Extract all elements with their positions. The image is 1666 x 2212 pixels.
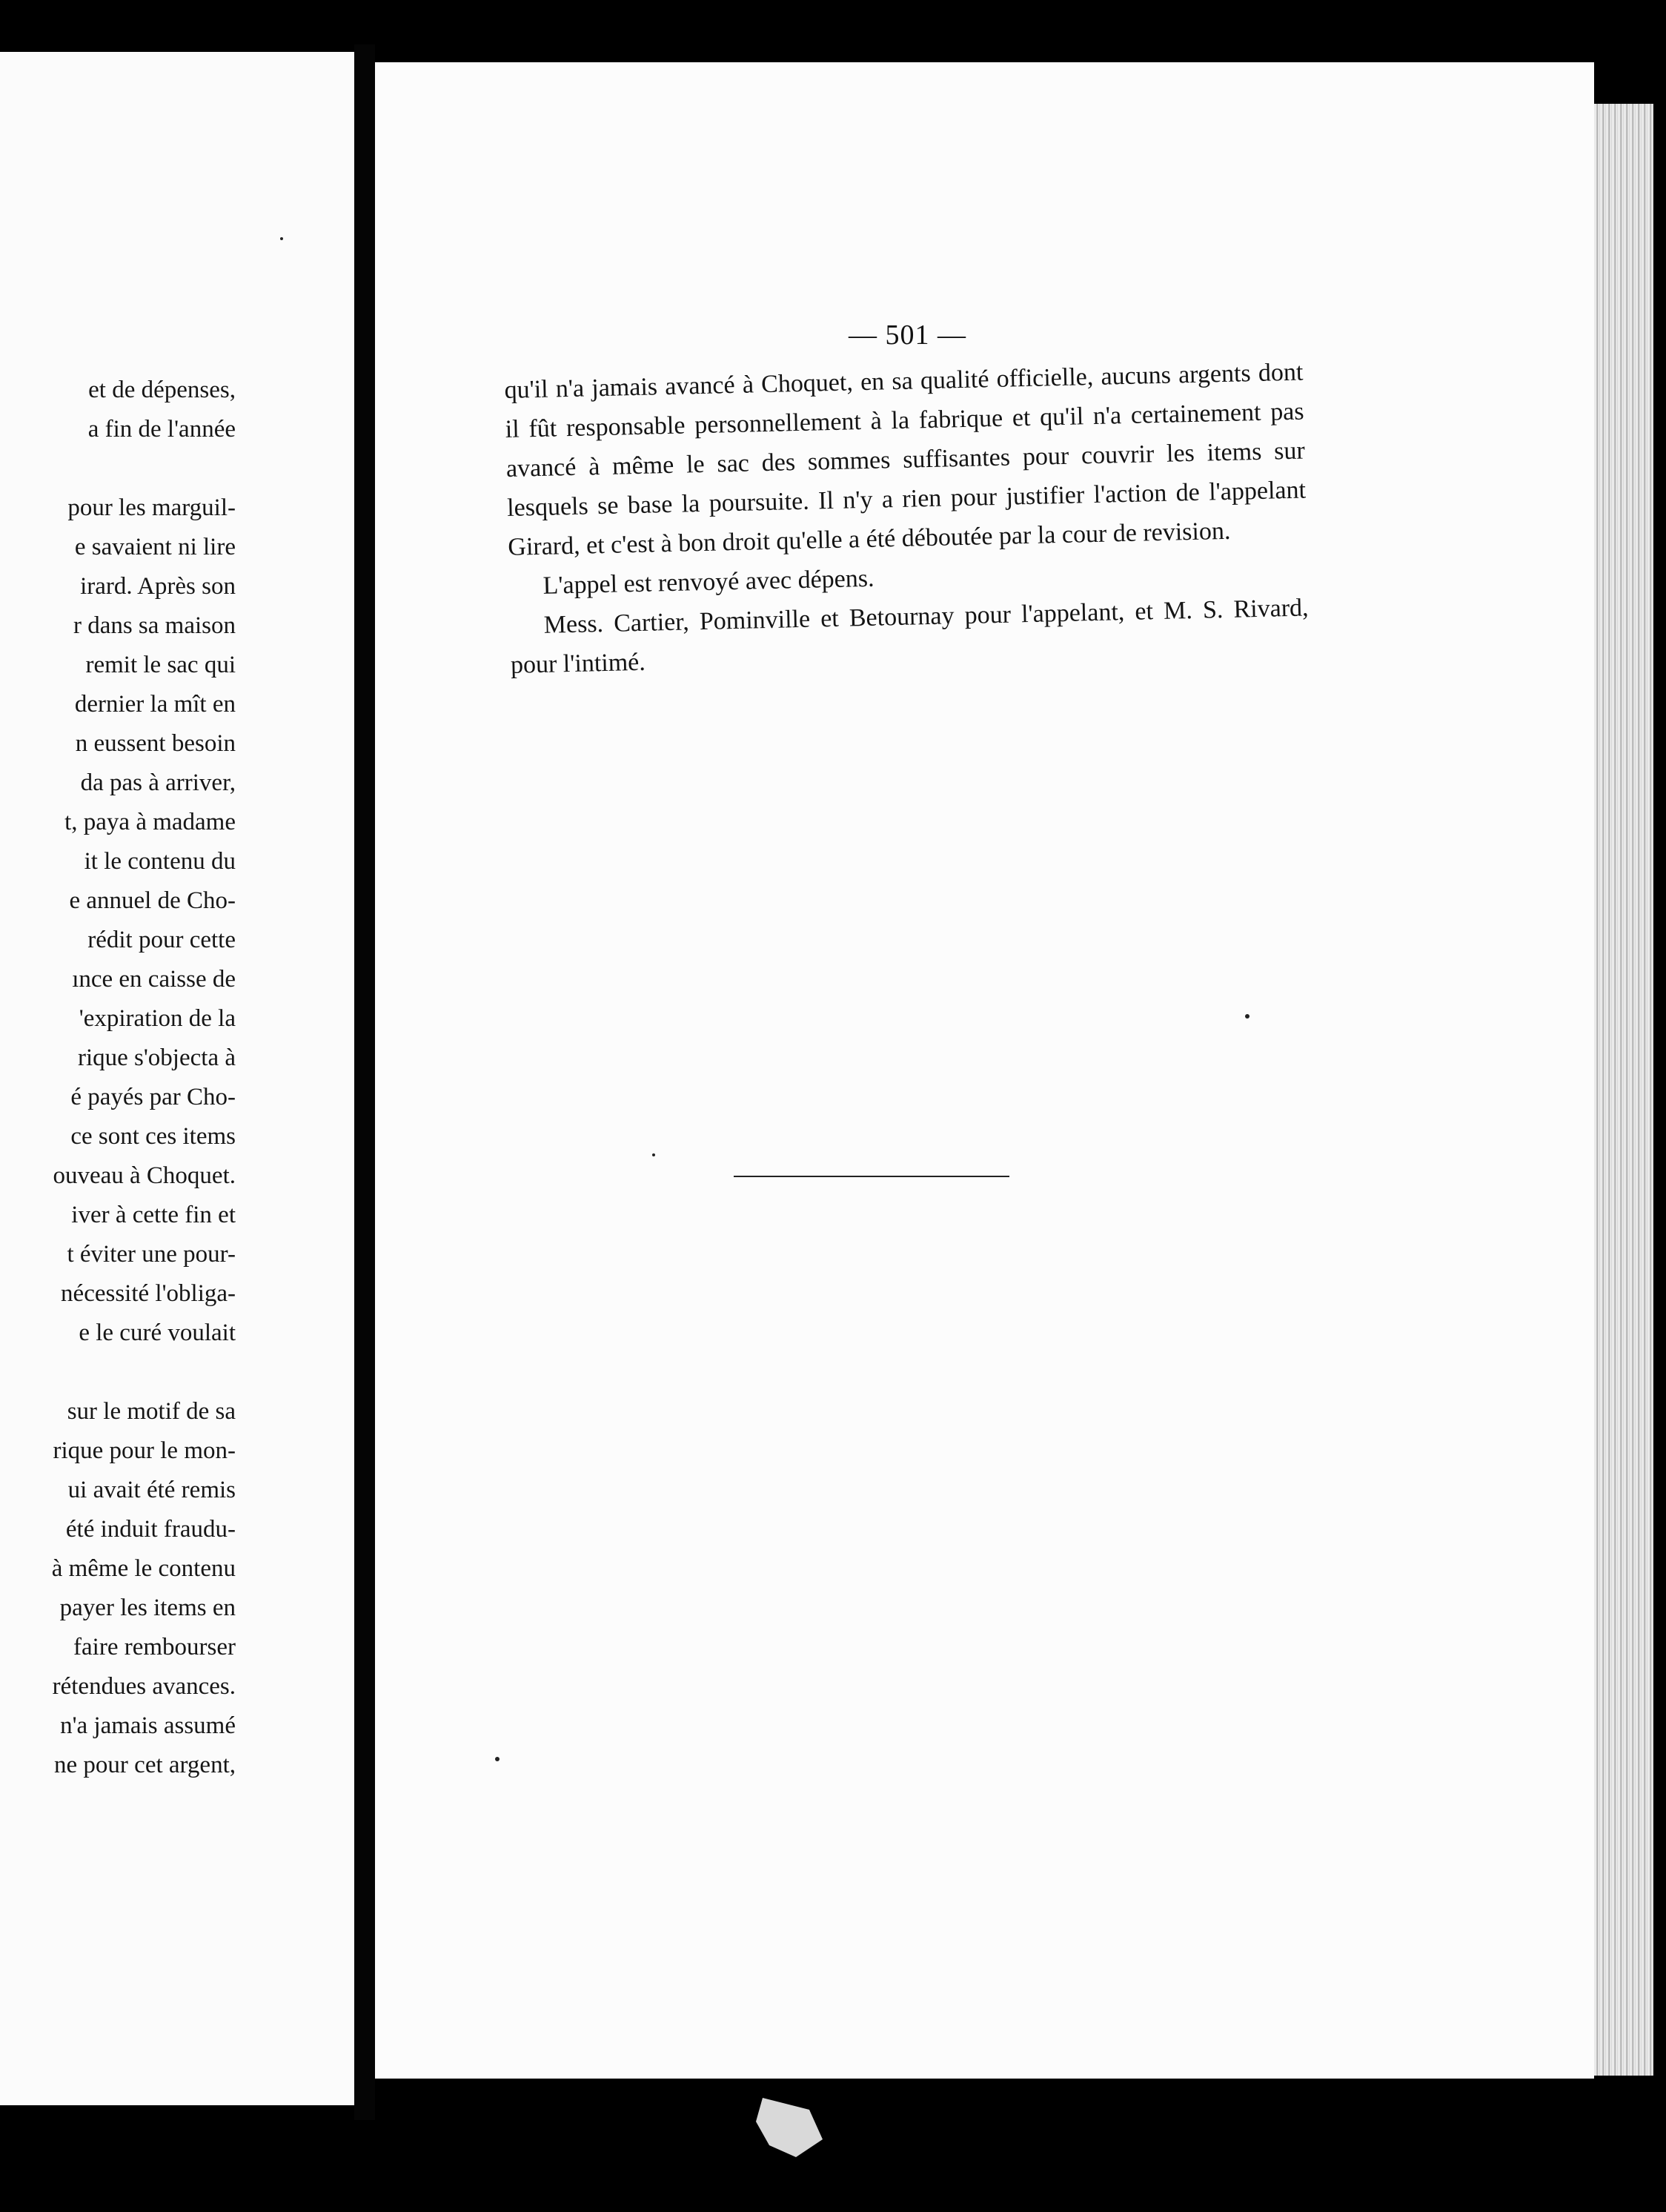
left-page-line: ui avait été remis — [67, 1477, 236, 1503]
left-page-line: ınce en caisse de — [72, 966, 236, 993]
left-page-line: r dans sa maison — [73, 612, 236, 639]
left-page-line: irard. Après son — [80, 573, 236, 600]
left-page-blank-line — [52, 449, 236, 489]
left-page-line: iver à cette fin et — [71, 1202, 236, 1228]
left-page-line: e savaient ni lire — [74, 534, 236, 560]
tape-fragment — [756, 2098, 823, 2157]
left-page-line: a fin de l'année — [87, 416, 236, 443]
speck-1 — [1245, 1014, 1250, 1019]
left-page-line: rique s'objecta à — [77, 1044, 236, 1071]
left-page-line: payer les items en — [59, 1595, 236, 1621]
left-page-line: rédit pour cette — [87, 927, 236, 953]
left-page-line: e annuel de Cho- — [69, 887, 236, 914]
left-page-line: it le contenu du — [84, 848, 236, 875]
left-page-line: ne pour cet argent, — [54, 1752, 236, 1778]
left-page-line: é payés par Cho- — [70, 1084, 236, 1110]
left-page-line: à même le contenu — [51, 1555, 236, 1582]
section-divider — [734, 1176, 1009, 1177]
paragraph-judgment: qu'il n'a jamais avancé à Choquet, en sa qualité officielle, aucuns argents dont il fût responsable personnellement à la fabrique et qu'il n'a certainement pas avancé à même le sac des sommes suffisantes pour couvrir les items sur lesquels se base la poursuite. Il n'y a rien pour justifier l'action de l'appelant Girard, et c'est à bon droit qu'elle a été déboutée par la cour de revision. — [504, 358, 1307, 561]
left-page-line: 'expiration de la — [79, 1005, 236, 1032]
page-edges — [1594, 104, 1653, 2076]
paragraph-appeal-dismissed: L'appel est renvoyé avec dépens. — [542, 564, 875, 600]
left-page-line: et de dépenses, — [88, 377, 236, 403]
right-page-text — [504, 353, 1310, 685]
speck-3 — [652, 1153, 655, 1156]
left-page-line: faire rembourser — [73, 1634, 236, 1660]
page-number: — 501 — — [849, 319, 966, 351]
left-page-line: e le curé voulait — [79, 1319, 236, 1346]
speck-2 — [495, 1757, 500, 1761]
left-page-line: da pas à arriver, — [80, 769, 236, 796]
left-page-blank-line — [52, 1353, 236, 1392]
left-page-text — [52, 371, 236, 1785]
left-page-line: ce sont ces items — [70, 1123, 236, 1150]
paragraph-counsel: Mess. Cartier, Pominville et Betournay pour l'appelant, et M. S. Rivard, pour l'intimé. — [510, 594, 1309, 679]
left-page-line: pour les marguil- — [67, 494, 236, 521]
left-page-line: ouveau à Choquet. — [53, 1162, 236, 1189]
left-page-line: rique pour le mon- — [53, 1437, 236, 1464]
left-page-line: t éviter une pour- — [67, 1241, 236, 1268]
left-page-line: nécessité l'obliga- — [61, 1280, 236, 1307]
left-page-line: été induit fraudu- — [65, 1516, 236, 1543]
left-page-line: remit le sac qui — [85, 652, 236, 678]
left-page — [0, 52, 354, 2105]
left-page-line: dernier la mît en — [74, 691, 236, 718]
book-gutter — [354, 44, 375, 2120]
speck-4 — [280, 237, 283, 240]
left-page-line: sur le motif de sa — [67, 1398, 236, 1425]
left-page-line: n eussent besoin — [75, 730, 236, 757]
left-page-line: n'a jamais assumé — [60, 1712, 236, 1739]
left-page-line: t, paya à madame — [64, 809, 236, 835]
left-page-line: rétendues avances. — [52, 1673, 236, 1700]
